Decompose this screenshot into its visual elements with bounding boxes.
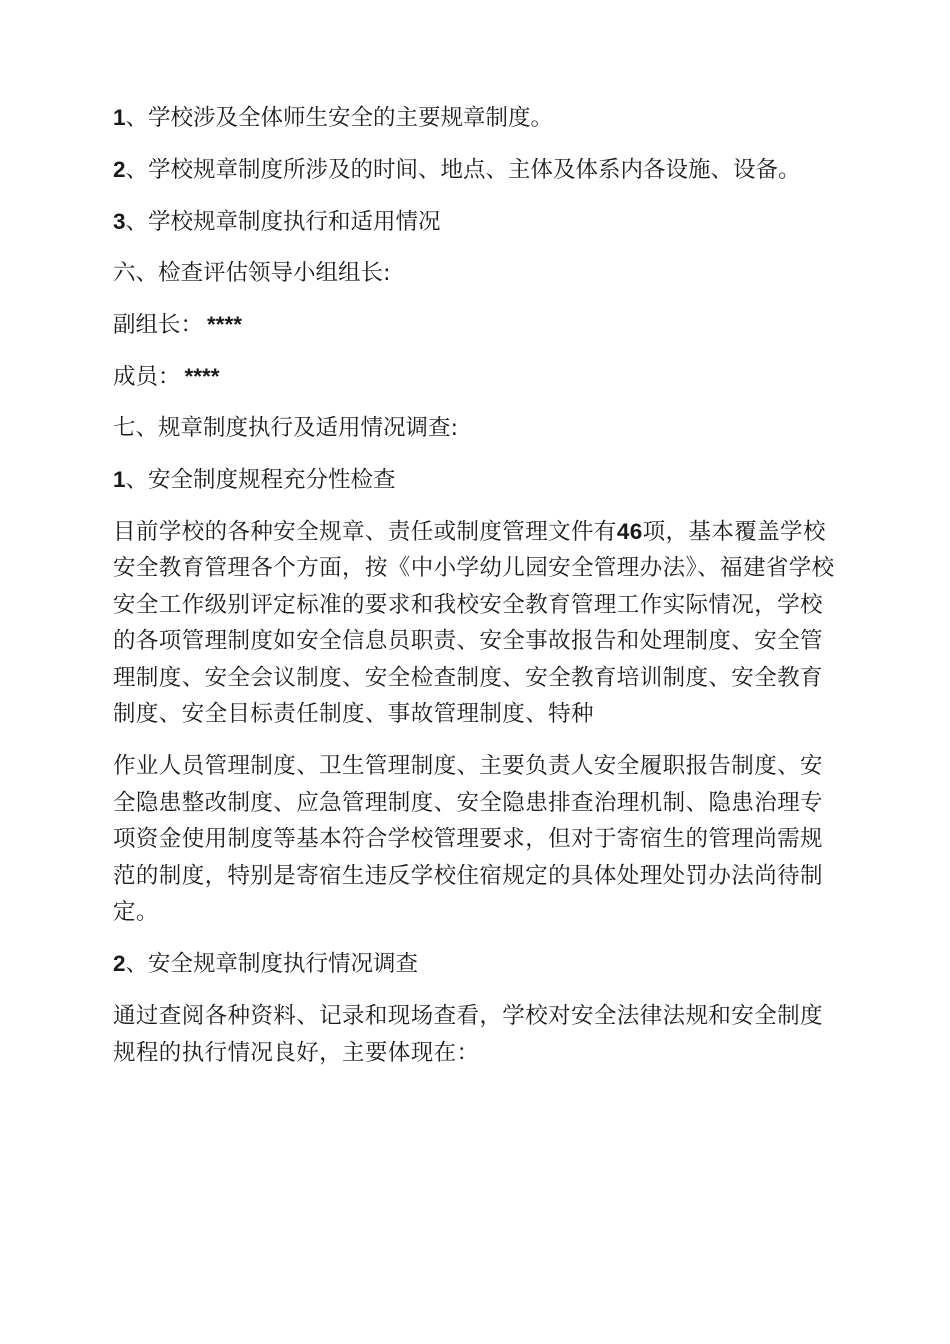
body-paragraph xyxy=(113,514,843,732)
subsection-number: 1 xyxy=(113,467,126,492)
item-number: 1 xyxy=(113,105,126,130)
list-item xyxy=(113,100,843,136)
deputy-leader-line xyxy=(113,307,843,343)
subsection-number: 2 xyxy=(113,951,126,977)
section-6-heading: 六、检查评估领导小组组长: xyxy=(113,260,391,286)
subsection-text: 、安全制度规程充分性检查 xyxy=(125,467,396,493)
members-value: **** xyxy=(184,364,220,389)
list-item xyxy=(113,204,843,240)
document-count: 46 xyxy=(616,519,643,544)
subsection-text: 、安全规章制度执行情况调查 xyxy=(125,951,419,978)
members-label: 成员： xyxy=(113,364,181,390)
item-text: 、学校规章制度所涉及的时间、地点、主体及体系内各设施、设备。 xyxy=(125,157,801,183)
deputy-label: 副组长： xyxy=(113,312,204,338)
item-text: 、学校规章制度执行和适用情况 xyxy=(125,209,441,235)
body-paragraph: 通过查阅各种资料、记录和现场查看，学校对安全法律法规和安全制度规程的执行情况良好，主要体现在： xyxy=(113,1003,823,1066)
paragraph-text: 项，基本覆盖学校安全教育管理各个方面，按《中小学幼儿园安全管理办法》、福建省学校安全工作级别评定标准的要求和我校安全教育管理工作实际情况，学校的各项管理制度如安全信息员职责、安全事故报告和处理制度、安全管理制度、安全会议制度、安全检查制度、安全教育培训制度、安全教育制度、安全目标责任制度、事故管理制度、特种 xyxy=(113,519,835,728)
section-7-heading: 七、规章制度执行及适用情况调查: xyxy=(113,415,459,441)
document-page xyxy=(113,100,843,1087)
item-text: 、学校涉及全体师生安全的主要规章制度。 xyxy=(125,105,554,131)
list-item xyxy=(113,152,843,188)
members-line xyxy=(113,359,843,395)
paragraph-text: 目前学校的各种安全规章、责任或制度管理文件有 xyxy=(113,519,617,545)
deputy-value: **** xyxy=(207,312,243,337)
item-number: 3 xyxy=(113,209,126,234)
subsection-heading xyxy=(113,462,843,498)
item-number: 2 xyxy=(113,157,126,182)
subsection-heading xyxy=(113,946,843,982)
body-paragraph: 作业人员管理制度、卫生管理制度、主要负责人安全履职报告制度、安全隐患整改制度、应急管理制度、安全隐患排查治理机制、隐患治理专项资金使用制度等基本符合学校管理要求，但对于寄宿生的管理尚需规范的制度，特别是寄宿生违反学校住宿规定的具体处理处罚办法尚待制定。 xyxy=(113,753,823,926)
